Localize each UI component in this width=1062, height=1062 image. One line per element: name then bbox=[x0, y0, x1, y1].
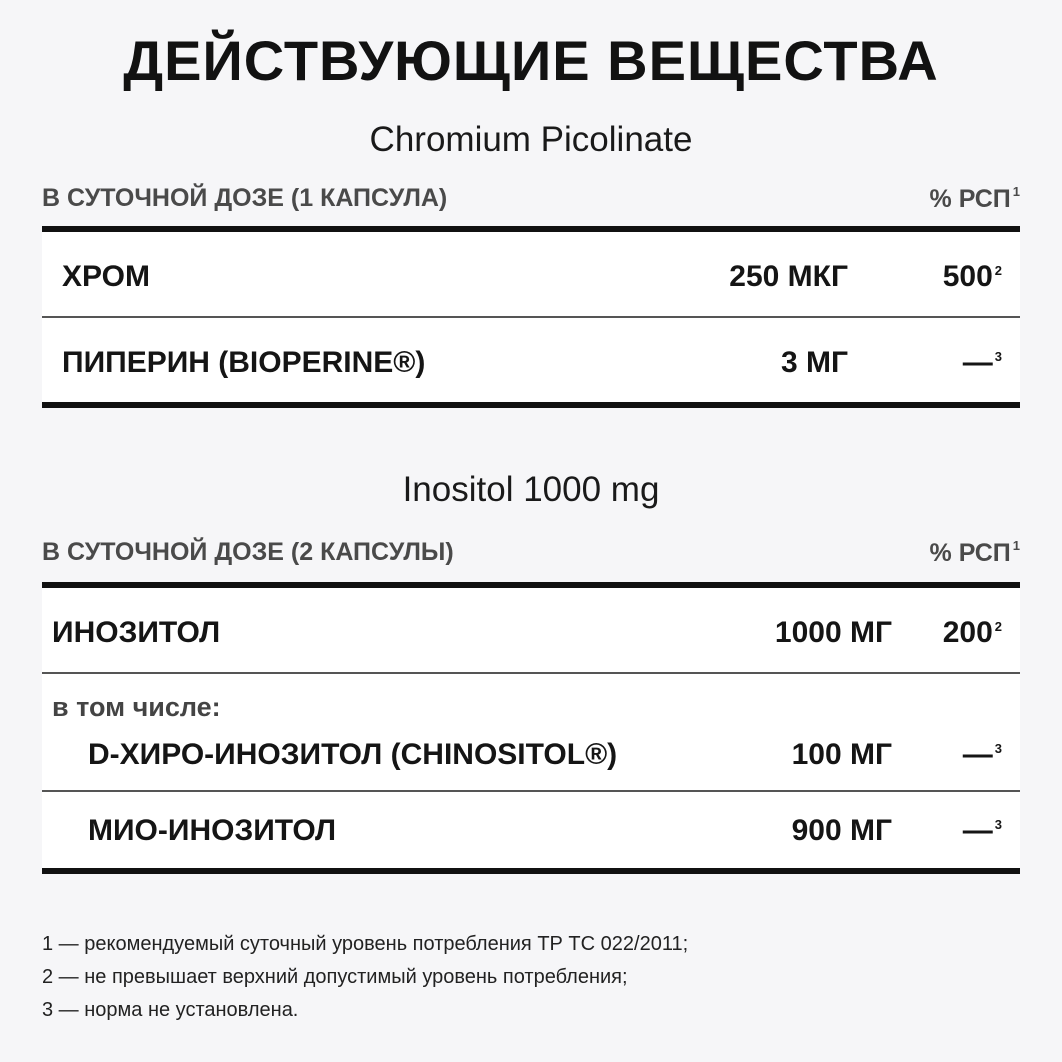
footnote: 1 — рекомендуемый суточный уровень потребления ТР ТС 022/2011; bbox=[42, 933, 689, 955]
page-title: ДЕЙСТВУЮЩИЕ ВЕЩЕСТВА bbox=[123, 29, 939, 92]
inositol-table bbox=[42, 582, 1020, 874]
ingredient-pct: — $^3$ bbox=[962, 738, 1002, 771]
pct-label: % РСП $^1$ bbox=[929, 538, 1020, 567]
dose-label: В СУТОЧНОЙ ДОЗЕ (1 КАПСУЛА) bbox=[42, 184, 448, 212]
ingredient-name: МИО-ИНОЗИТОЛ bbox=[88, 814, 337, 847]
table-row-group bbox=[42, 674, 1020, 792]
ingredient-amount: 3 МГ bbox=[780, 346, 848, 379]
ingredient-amount: 250 МКГ bbox=[729, 260, 848, 293]
dose-label: В СУТОЧНОЙ ДОЗЕ (2 КАПСУЛЫ) bbox=[42, 538, 454, 566]
section-heading-chromium: Chromium Picolinate bbox=[369, 120, 693, 159]
dose-header-row bbox=[42, 184, 1020, 218]
table-row bbox=[42, 588, 1020, 674]
ingredient-pct: — $^3$ bbox=[962, 814, 1002, 847]
dose-header-row bbox=[42, 538, 1020, 572]
table-row bbox=[42, 792, 1020, 868]
footnotes bbox=[42, 928, 688, 1027]
ingredient-amount: 100 МГ bbox=[791, 738, 892, 771]
ingredient-name: ПИПЕРИН (BIOPERINE®) bbox=[62, 346, 426, 379]
section-heading-inositol: Inositol 1000 mg bbox=[402, 470, 660, 509]
chromium-table bbox=[42, 226, 1020, 408]
ingredient-name: ХРОМ bbox=[62, 260, 150, 293]
pct-label: % РСП $^1$ bbox=[929, 184, 1020, 213]
footnote: 2 — не превышает верхний допустимый уровень потребления; bbox=[42, 966, 628, 988]
table-row bbox=[42, 318, 1020, 402]
included-label: в том числе: bbox=[52, 692, 221, 722]
table-row bbox=[42, 232, 1020, 318]
ingredient-pct: 500 $^2$ bbox=[942, 260, 1002, 293]
ingredient-amount: 1000 МГ bbox=[774, 616, 892, 649]
ingredient-pct: 200 $^2$ bbox=[942, 616, 1002, 649]
ingredient-pct: — $^3$ bbox=[962, 346, 1002, 379]
footnote: 3 — норма не установлена. bbox=[42, 999, 299, 1021]
ingredient-name: ИНОЗИТОЛ bbox=[52, 616, 221, 649]
ingredient-name: D-ХИРО-ИНОЗИТОЛ (CHINOSITOL®) bbox=[88, 738, 618, 771]
ingredient-amount: 900 МГ bbox=[791, 814, 892, 847]
